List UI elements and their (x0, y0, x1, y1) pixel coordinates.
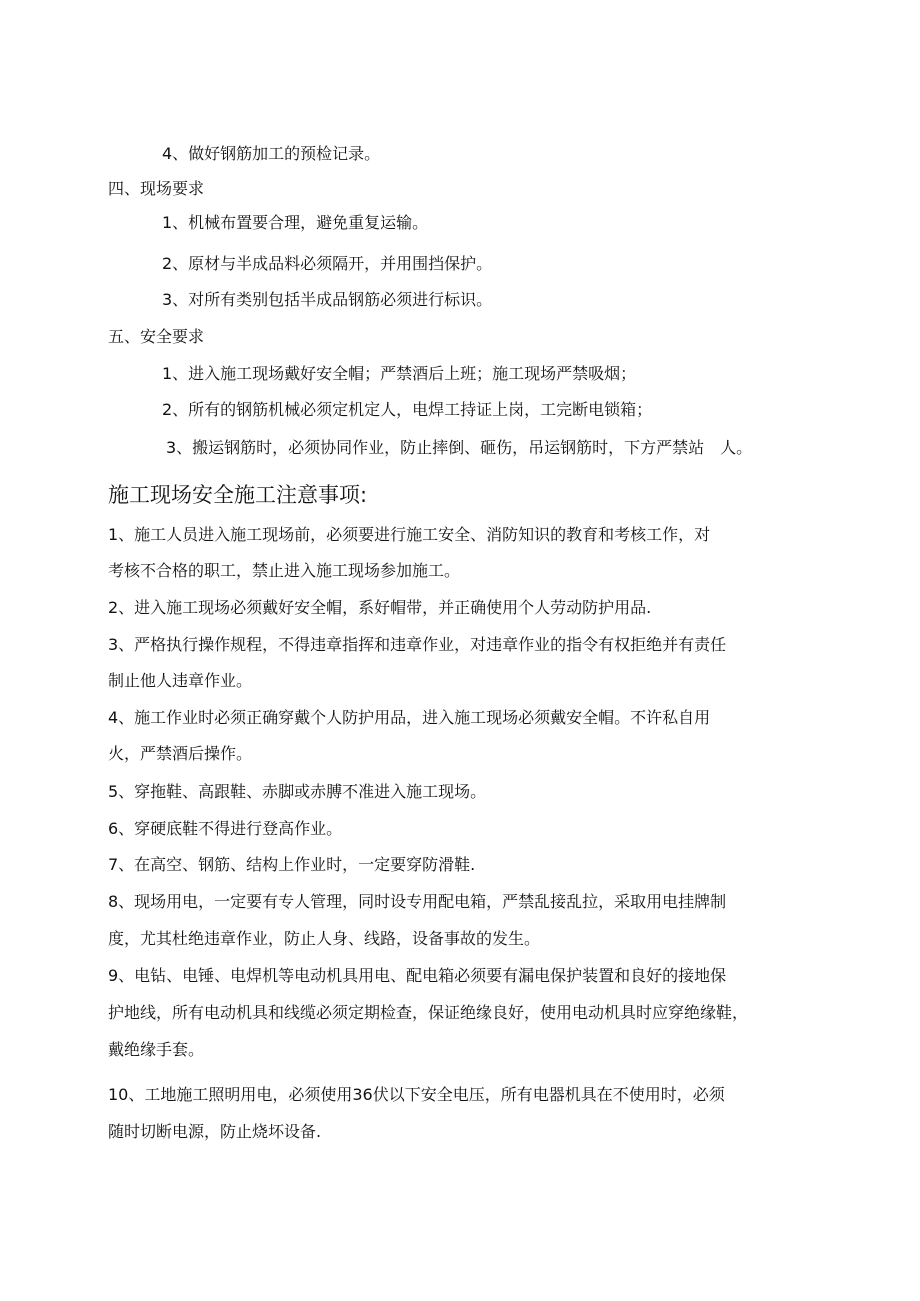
notice-line: 3、严格执行操作规程，不得违章指挥和违章作业，对违章作业的指令有权拒绝并有责任 (108, 635, 727, 654)
notice-line: 8、现场用电，一定要有专人管理，同时设专用配电箱，严禁乱接乱拉，采取用电挂牌制 (108, 892, 727, 911)
notice-line: 火，严禁酒后操作。 (108, 744, 253, 763)
list-item-4-preinspection: 4、做好钢筋加工的预检记录。 (162, 144, 381, 163)
notice-line: 5、穿拖鞋、高跟鞋、赤脚或赤膊不准进入施工现场。 (108, 782, 487, 801)
notice-line: 4、施工作业时必须正确穿戴个人防护用品，进入施工现场必须戴安全帽。不许私自用 (108, 708, 711, 727)
list-item: 2、原材与半成品料必须隔开，并用围挡保护。 (162, 254, 493, 273)
notice-line: 度，尤其杜绝违章作业，防止人身、线路，设备事故的发生。 (108, 929, 541, 948)
notice-line: 戴绝缘手套。 (108, 1040, 205, 1059)
notice-line: 1、施工人员进入施工现场前，必须要进行施工安全、消防知识的教育和考核工作，对 (108, 525, 711, 544)
notice-line: 考核不合格的职工，禁止进入施工现场参加施工。 (108, 561, 461, 580)
list-item: 3、搬运钢筋时，必须协同作业，防止摔倒、砸伤，吊运钢筋时，下方严禁站 人。 (166, 438, 753, 457)
notice-line: 9、电钻、电锤、电焊机等电动机具用电、配电箱必须要有漏电保护装置和良好的接地保 (108, 966, 727, 985)
list-item: 1、进入施工现场戴好安全帽；严禁酒后上班；施工现场严禁吸烟； (162, 364, 637, 383)
notice-line: 随时切断电源，防止烧坏设备. (108, 1122, 322, 1141)
list-item: 2、所有的钢筋机械必须定机定人，电焊工持证上岗，工完断电锁箱； (162, 400, 653, 419)
list-item: 3、对所有类别包括半成品钢筋必须进行标识。 (162, 290, 493, 309)
notice-line: 6、穿硬底鞋不得进行登高作业。 (108, 819, 343, 838)
section-heading-site-requirements: 四、现场要求 (108, 179, 205, 198)
notice-line: 10、工地施工照明用电，必须使用36伏以下安全电压，所有电器机具在不使用时，必须 (108, 1085, 725, 1104)
section-heading-safety-requirements: 五、安全要求 (108, 327, 205, 346)
list-item: 1、机械布置要合理，避免重复运输。 (162, 213, 429, 232)
notice-title: 施工现场安全施工注意事项: (108, 483, 368, 507)
notice-line: 2、进入施工现场必须戴好安全帽，系好帽带，并正确使用个人劳动防护用品. (108, 598, 652, 617)
notice-line: 7、在高空、钢筋、结构上作业时，一定要穿防滑鞋. (108, 855, 476, 874)
notice-line: 护地线，所有电动机具和线缆必须定期检查，保证绝缘良好，使用电动机具时应穿绝缘鞋， (108, 1003, 749, 1022)
notice-line: 制止他人违章作业。 (108, 671, 253, 690)
